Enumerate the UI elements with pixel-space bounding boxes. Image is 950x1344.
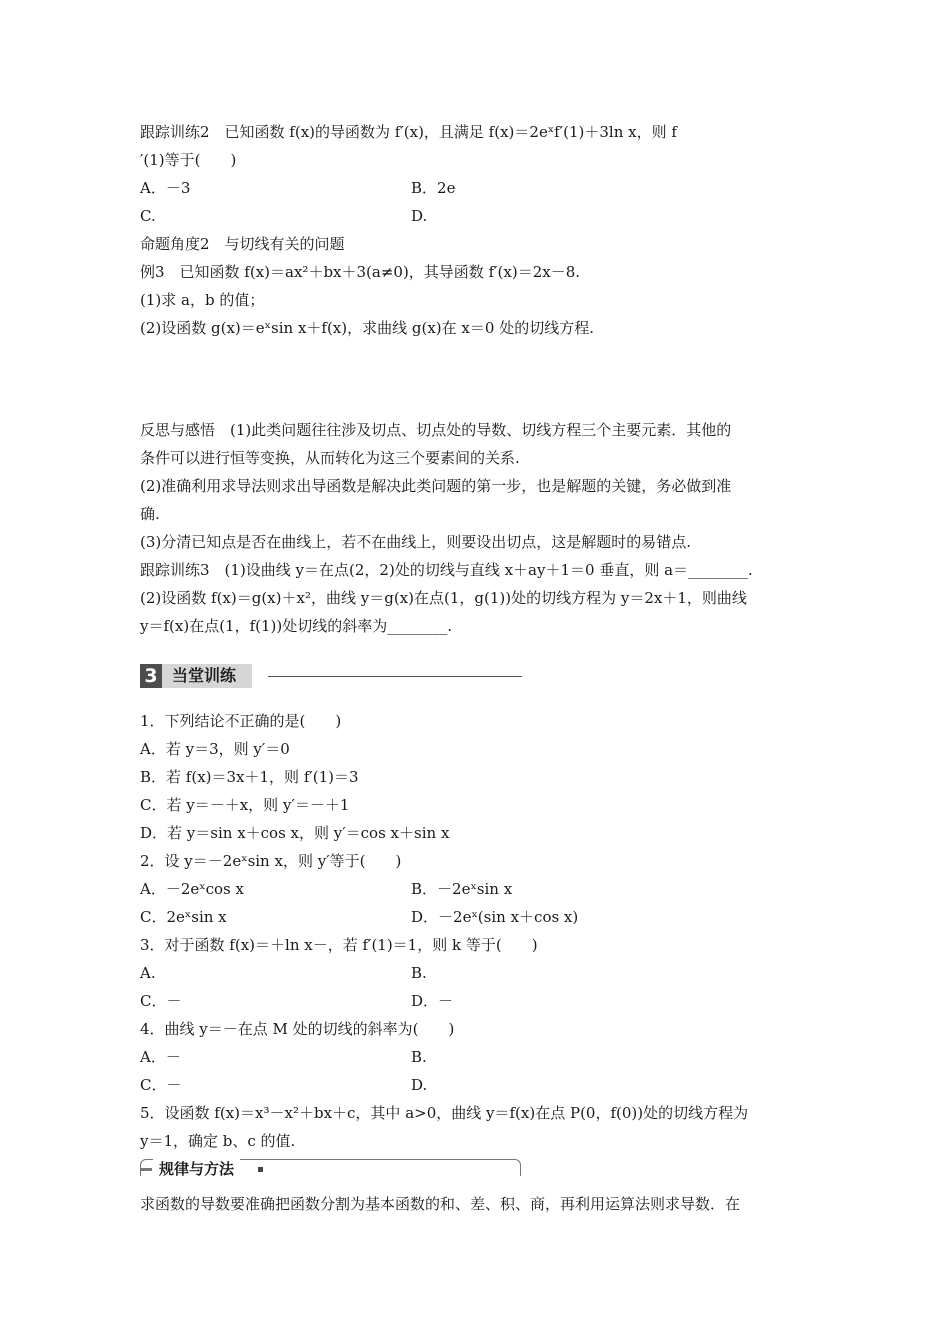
method-box-marker	[258, 1167, 263, 1172]
q4-option-a: A．－	[140, 1048, 181, 1066]
exercise-line: 跟踪训练3 (1)设曲线 y＝在点(2，2)处的切线与直线 x＋ay＋1＝0 垂直，则 a＝________.	[140, 561, 753, 579]
reflection-line: (3)分清已知点是否在曲线上，若不在曲线上，则要设出切点，这是解题时的易错点.	[140, 533, 692, 551]
q3-option-d: D．－	[411, 992, 454, 1010]
question-4: 4．曲线 y＝－在点 M 处的切线的斜率为( )	[140, 1020, 455, 1038]
reflection-line: 反思与感悟 (1)此类问题往往涉及切点、切点处的导数、切线方程三个主要元素．其他的	[140, 421, 732, 439]
q2-option-b: B．－2eˣsin x	[411, 880, 513, 898]
question-1: 1．下列结论不正确的是( )	[140, 712, 342, 730]
q4-option-b: B.	[411, 1048, 427, 1066]
exercise-line: y＝f(x)在点(1，f(1))处切线的斜率为________.	[140, 617, 453, 635]
question-2: 2．设 y＝－2eˣsin x，则 y′等于( )	[140, 852, 402, 870]
option-d: D.	[411, 207, 428, 225]
q1-option-d: D．若 y＝sin x＋cos x，则 y′＝cos x＋sin x	[140, 824, 450, 842]
reflection-line: 条件可以进行恒等变换，从而转化为这三个要素间的关系.	[140, 449, 520, 467]
section-header	[140, 664, 522, 690]
example-line: 例3 已知函数 f(x)＝ax²＋bx＋3(a≠0)，其导函数 f′(x)＝2x－8.	[140, 263, 581, 281]
question-5-cont: y＝1，确定 b、c 的值.	[140, 1132, 296, 1150]
example-part: (1)求 a，b 的值；	[140, 291, 265, 309]
option-c: C.	[140, 207, 156, 225]
q2-option-c: C．2eˣsin x	[140, 908, 227, 926]
method-text: 求函数的导数要准确把函数分割为基本函数的和、差、积、商，再利用运算法则求导数．在	[140, 1195, 741, 1213]
q4-option-c: C．－	[140, 1076, 182, 1094]
reflection-line: (2)准确利用求导法则求出导函数是解决此类问题的第一步，也是解题的关键，务必做到准	[140, 477, 732, 495]
method-box-label: 规律与方法	[153, 1159, 240, 1179]
q1-option-a: A．若 y＝3，则 y′＝0	[140, 740, 290, 758]
subheading: 命题角度2 与切线有关的问题	[140, 235, 345, 253]
question-5: 5．设函数 f(x)＝x³－x²＋bx＋c，其中 a>0，曲线 y＝f(x)在点 P(0，f(0))处的切线方程为	[140, 1104, 749, 1122]
q4-option-d: D.	[411, 1076, 428, 1094]
section-divider	[268, 676, 522, 677]
q3-option-a: A.	[140, 964, 156, 982]
section-title: 当堂训练	[162, 664, 252, 688]
section-number: 3	[140, 664, 162, 688]
option-a: A．－3	[140, 179, 191, 197]
text-line: ′(1)等于( )	[140, 151, 237, 169]
option-b: B．2e	[411, 179, 456, 197]
q3-option-c: C．－	[140, 992, 182, 1010]
question-3: 3．对于函数 f(x)＝＋ln x－，若 f′(1)＝1，则 k 等于( )	[140, 936, 538, 954]
method-box-dash	[140, 1168, 152, 1171]
q3-option-b: B.	[411, 964, 427, 982]
q2-option-d: D．－2eˣ(sin x＋cos x)	[411, 908, 579, 926]
example-part: (2)设函数 g(x)＝eˣsin x＋f(x)，求曲线 g(x)在 x＝0 处的切线方程.	[140, 319, 594, 337]
text-line: 跟踪训练2 已知函数 f(x)的导函数为 f′(x)，且满足 f(x)＝2eˣf′(1)＋3ln x，则 f	[140, 123, 677, 141]
reflection-line: 确.	[140, 505, 160, 523]
q1-option-c: C．若 y＝－＋x，则 y′＝－＋1	[140, 796, 350, 814]
exercise-line: (2)设函数 f(x)＝g(x)＋x²，曲线 y＝g(x)在点(1，g(1))处的切线方程为 y＝2x＋1，则曲线	[140, 589, 747, 607]
q2-option-a: A．－2eˣcos x	[140, 880, 244, 898]
q1-option-b: B．若 f(x)＝3x＋1，则 f′(1)＝3	[140, 768, 359, 786]
